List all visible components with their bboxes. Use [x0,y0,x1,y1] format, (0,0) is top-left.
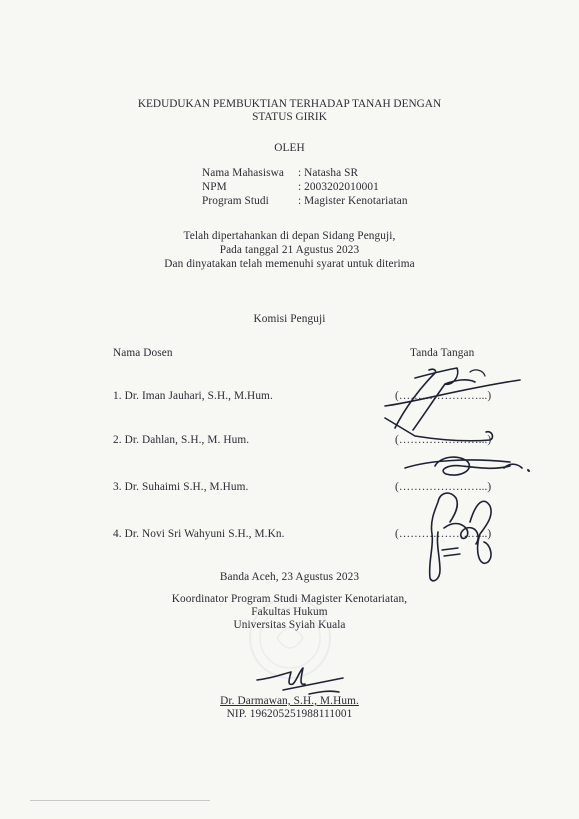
student-npm-label: NPM [202,181,227,193]
committee-heading: Komisi Penguji [253,313,326,325]
column-header-lecturer: Nama Dosen [113,347,173,359]
column-header-signature: Tanda Tangan [410,347,475,359]
student-npm-value: : 2003202010001 [298,181,379,193]
place-and-date: Banda Aceh, 23 Agustus 2023 [219,571,360,583]
defense-line-1: Telah dipertahankan di depan Sidang Penguji, [183,230,396,242]
coordinator-nip: NIP. 196205251988111001 [226,708,353,720]
coordinator-role-line-1: Koordinator Program Studi Magister Kenotariatan, [171,593,408,605]
examiner-2-signature-line: (…………………...) [395,434,492,446]
examiner-4-name: 4. Dr. Novi Sri Wahyuni S.H., M.Kn. [113,528,285,540]
defense-line-3: Dan dinyatakan telah memenuhi syarat untuk diterima [164,258,415,270]
examiner-1-signature-line: (…………………...) [395,390,492,402]
study-program-value: : Magister Kenotariatan [298,195,408,207]
student-name-label: Nama Mahasiswa [202,167,285,179]
examiner-4-signature-line: (…………………...) [395,528,492,540]
defense-line-2: Pada tanggal 21 Agustus 2023 [219,244,360,256]
examiner-3-signature-line: (…………………...) [395,481,492,493]
coordinator-role-line-3: Universitas Syiah Kuala [233,619,346,631]
oleh-label: OLEH [274,142,305,154]
coordinator-role-line-2: Fakultas Hukum [251,606,328,618]
thesis-title-line-2: STATUS GIRIK [252,111,327,123]
examiner-2-signature [380,410,510,455]
study-program-label: Program Studi [202,195,269,207]
examiner-3-name: 3. Dr. Suhaimi S.H., M.Hum. [113,481,249,493]
coordinator-name: Dr. Darmawan, S.H., M.Hum. [220,695,359,707]
scan-edge-line [30,800,210,801]
thesis-title-line-1: KEDUDUKAN PEMBUKTIAN TERHADAP TANAH DENGAN [137,98,442,110]
examiner-1-name: 1. Dr. Iman Jauhari, S.H., M.Hum. [113,390,273,402]
student-name-value: : Natasha SR [298,167,359,179]
examiner-2-name: 2. Dr. Dahlan, S.H., M. Hum. [113,434,250,446]
